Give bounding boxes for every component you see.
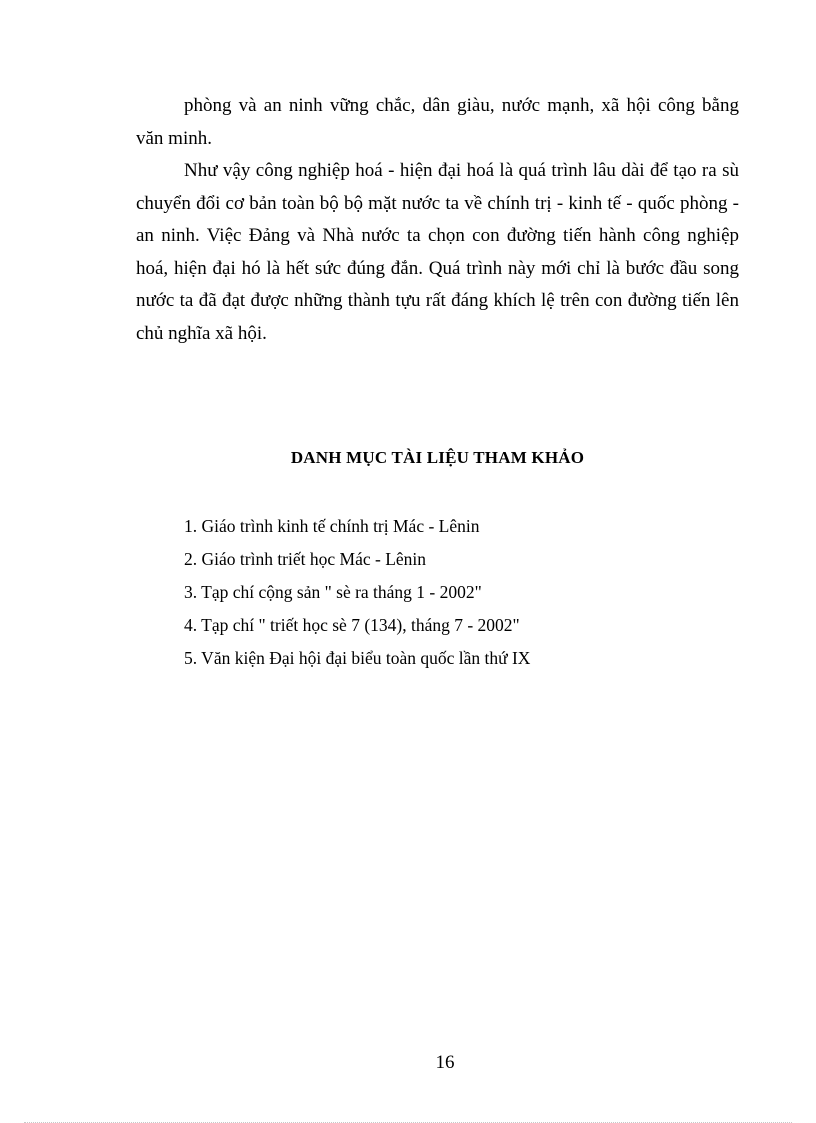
reference-item: 1. Giáo trình kinh tế chính trị Mác - Lênin (184, 516, 480, 536)
references-list (184, 510, 724, 675)
paragraph-main: Như vậy công nghiệp hoá - hiện đại hoá là quá trình lâu dài để tạo ra sù chuyển đổi cơ bản toàn bộ bộ mặt nước ta về chính trị - kinh tế - quốc phòng - an ninh. Việc Đảng và Nhà nước ta chọn con đường tiến hành công nghiệp hoá, hiện đại hó là hết sức đúng đắn. Quá trình này mới chỉ là bước đầu song nước ta đã đạt được những thành tựu rất đáng khích lệ trên con đường tiến lên chủ nghĩa xã hội. (136, 160, 739, 344)
reference-item: 5. Văn kiện Đại hội đại biểu toàn quốc lần thứ IX (184, 648, 531, 668)
reference-item: 4. Tạp chí " triết học sè 7 (134), tháng 7 - 2002" (184, 615, 520, 635)
reference-item: 2. Giáo trình triết học Mác - Lênin (184, 549, 427, 569)
references-heading: DANH MỤC TÀI LIỆU THAM KHẢO (290, 448, 585, 467)
page-number: 16 (435, 1052, 455, 1073)
reference-item: 3. Tạp chí cộng sản " sè ra tháng 1 - 2002" (184, 582, 482, 602)
paragraph-continuation: phòng và an ninh vững chắc, dân giàu, nước mạnh, xã hội công bằng văn minh. (136, 95, 739, 149)
body-text (136, 90, 739, 350)
